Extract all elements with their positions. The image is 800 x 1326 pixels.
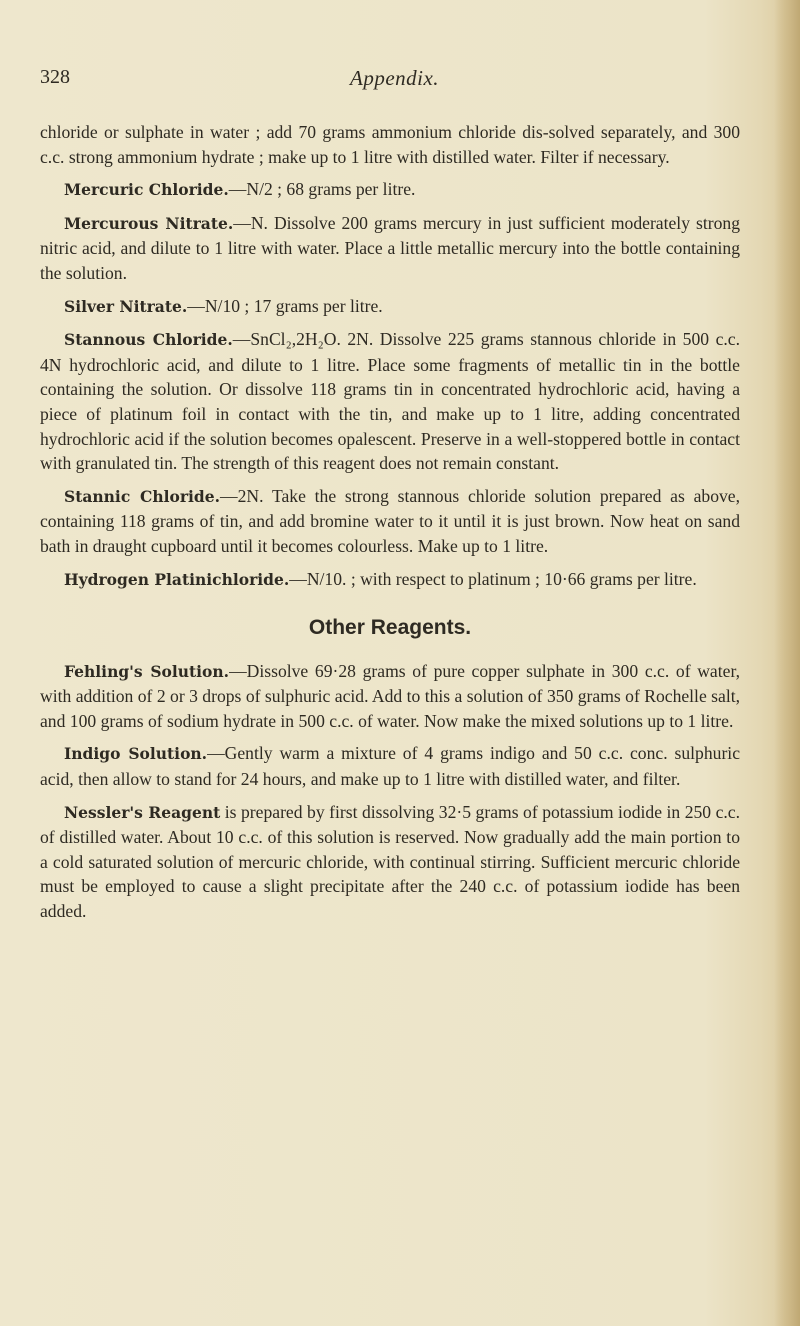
entry-text: —N. Dissolve 200 grams mercury in just sufficient moderately strong nitric acid, and dilute to 1 litre with water. Place a little metallic mercury into the bottle containing the solution. [40, 212, 740, 283]
entry-term: Stannous Chloride. [64, 330, 233, 350]
entry-term: Fehling's Solution. [64, 661, 230, 681]
entry-nesslers-reagent [40, 800, 740, 924]
paragraph-continuation [40, 120, 740, 169]
page-number: 328 [40, 66, 70, 88]
entry-term: Nessler's Reagent [64, 802, 221, 822]
entry-text: —Dissolve 69·28 grams of pure copper sulphate in 300 c.c. of water, with addition of 2 or 3 drops of sulphuric acid. Add to this a solution of 350 grams of Rochelle salt, and 100 grams of sodium hydrate in 500 c.c. of water. Now make the mixed solutions up to 1 litre. [40, 660, 740, 731]
entry-stannous-chloride [40, 327, 740, 476]
entry-hydrogen-platinichloride [40, 567, 740, 593]
entry-text: —Gently warm a mixture of 4 grams indigo and 50 c.c. conc. sulphuric acid, then allow to stand for 24 hours, and make up to 1 litre with distilled water, and filter. [40, 743, 740, 790]
page-body [40, 120, 740, 932]
entry-silver-nitrate [40, 294, 740, 320]
entry-term: Mercuric Chloride. [64, 180, 229, 200]
entry-mercurous-nitrate [40, 211, 740, 286]
entry-text: —N/10. ; with respect to platinum ; 10·66 grams per litre. [289, 568, 697, 589]
page-edge [774, 0, 800, 1326]
page-header [40, 66, 740, 96]
entry-text: —2N. Take the strong stannous chloride solution prepared as above, containing 118 grams of tin, and add bromine water to it until it is just brown. Now heat on sand bath in draught cupboard until it becomes colourless. Make up to 1 litre. [40, 485, 740, 556]
entry-mercuric-chloride [40, 177, 740, 203]
entry-stannic-chloride [40, 484, 740, 559]
entry-term: Hydrogen Platinichloride. [64, 569, 290, 589]
entry-term: Indigo Solution. [64, 744, 208, 764]
entry-term: Mercurous Nitrate. [64, 213, 234, 233]
entry-text: —N/10 ; 17 grams per litre. [187, 295, 383, 316]
entry-term: Silver Nitrate. [64, 296, 188, 316]
section-heading: Other Reagents. [308, 616, 472, 640]
entry-text: —N/2 ; 68 grams per litre. [228, 179, 416, 200]
entry-term: Stannic Chloride. [64, 486, 221, 506]
running-head: Appendix. [350, 66, 440, 90]
entry-text: is prepared by first dissolving 32·5 grams of potassium iodide in 250 c.c. of distilled water. About 10 c.c. of this solution is reserved. Now gradually add the main portion to a cold saturated solution of mercuric chloride, with continual stirring. Sufficient mercuric chloride must be employed to cause a slight precipitate after the 240 c.c. of potassium iodide has been added. [40, 801, 740, 922]
entry-text: —SnCl₂,2H₂O. 2N. Dissolve 225 grams stannous chloride in 500 c.c. 4N hydrochloric acid, and dilute to 1 litre. Place some fragments of metallic tin in the bottle containing the solution. Or dissolve 118 grams tin in concentrated hydrochloric acid, having a piece of platinum foil in contact with the tin, and make up to 1 litre, adding concentrated hydrochloric acid if the solution becomes opalescent. Preserve in a well-stoppered bottle in contact with granulated tin. The strength of this reagent does not remain constant. [40, 329, 740, 474]
entry-fehlings-solution [40, 659, 740, 734]
paragraph-text: chloride or sulphate in water ; add 70 grams ammonium chloride dis-solved separately, and 300 c.c. strong ammonium hydrate ; make up to 1 litre with distilled water. Filter if necessary. [40, 122, 740, 167]
entry-indigo-solution [40, 741, 740, 791]
